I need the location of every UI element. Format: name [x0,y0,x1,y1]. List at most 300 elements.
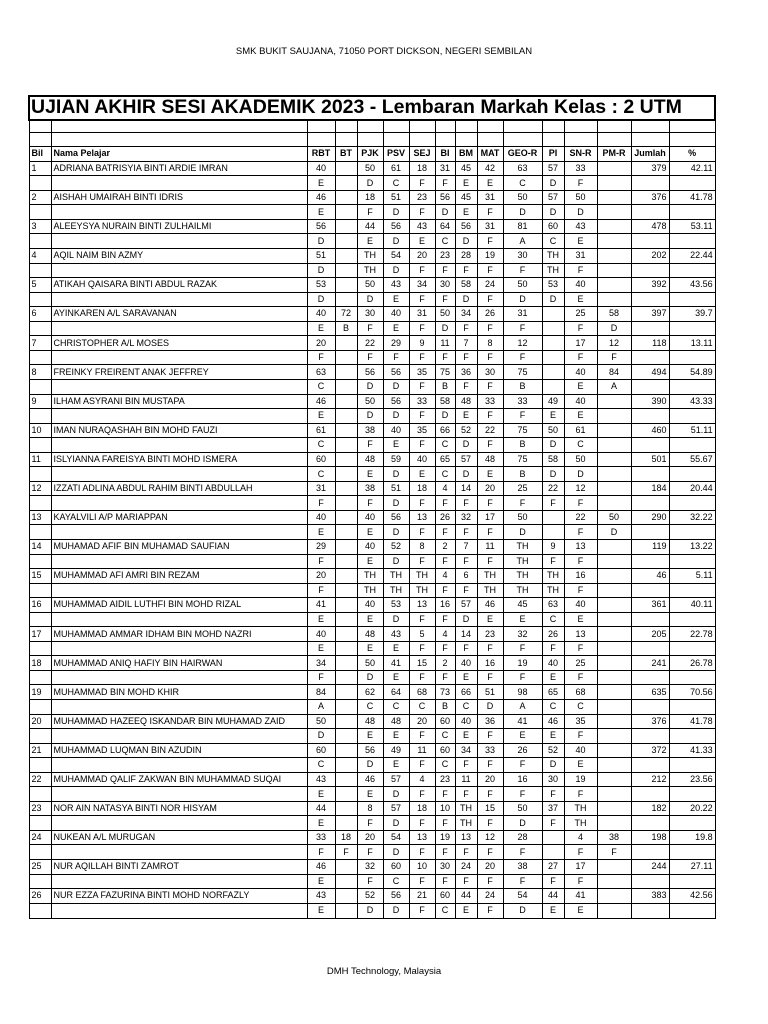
student-grades-row [29,641,715,656]
mark-pjk: 50 [357,656,383,671]
mark-pm-r [597,627,631,642]
mark-bm: 14 [455,481,477,496]
grade-pjk: C [357,699,383,714]
mark-rbt: 46 [307,190,335,205]
mark-bt [335,278,357,293]
grade-bt [335,641,357,656]
grade-rbt: E [307,787,335,802]
grade-bt [335,350,357,365]
mark-sej: 5 [409,627,435,642]
grade-pi: TH [542,583,564,598]
mark-geo-r: 12 [503,336,542,351]
student-marks-row [29,423,715,438]
grade-geo-r: TH [503,583,542,598]
grade-bi: C [435,729,455,744]
blank-cell [29,583,51,598]
grade-bm: F [455,787,477,802]
blank-cell [631,350,669,365]
percentage: 32.22 [669,510,715,525]
blank-cell [631,612,669,627]
mark-geo-r: 33 [503,394,542,409]
col-header-bm: BM [455,146,477,161]
student-grades-row [29,263,715,278]
student-marks-row [29,481,715,496]
mark-pjk: 8 [357,801,383,816]
mark-rbt: 84 [307,685,335,700]
student-marks-row [29,307,715,322]
percentage: 43.56 [669,278,715,293]
grade-sn-r: F [564,496,597,511]
mark-mat: 51 [477,685,503,700]
blank-cell [669,176,715,191]
grade-pi: D [542,467,564,482]
grade-pjk: E [357,525,383,540]
mark-pm-r [597,569,631,584]
blank-cell [631,787,669,802]
mark-rbt: 46 [307,394,335,409]
mark-mat: 11 [477,539,503,554]
blank-cell [631,670,669,685]
blank-cell [51,874,307,889]
mark-pm-r [597,801,631,816]
blank-cell [51,205,307,220]
mark-bi: 23 [435,772,455,787]
grade-sn-r: D [564,205,597,220]
mark-mat: 30 [477,365,503,380]
mark-pi: 58 [542,452,564,467]
grade-rbt: C [307,467,335,482]
student-grades-row [29,612,715,627]
mark-mat: 22 [477,423,503,438]
grade-rbt: C [307,379,335,394]
grade-geo-r: D [503,903,542,918]
mark-bt [335,219,357,234]
mark-mat: 16 [477,656,503,671]
mark-bt [335,336,357,351]
blank-cell [669,321,715,336]
mark-psv: 57 [383,772,409,787]
grade-bi: F [435,176,455,191]
mark-pi [542,510,564,525]
grade-psv: D [383,205,409,220]
total-marks: 244 [631,860,669,875]
mark-pm-r [597,190,631,205]
mark-bm: 44 [455,889,477,904]
mark-bt [335,423,357,438]
grade-bt [335,205,357,220]
blank-cell [669,874,715,889]
grade-rbt: F [307,583,335,598]
grade-rbt: D [307,234,335,249]
student-name: MUHAMMAD AIDIL LUTHFI BIN MOHD RIZAL [51,598,307,613]
total-marks: 241 [631,656,669,671]
grade-pjk: TH [357,263,383,278]
mark-bt: 18 [335,830,357,845]
blank-cell [631,554,669,569]
mark-geo-r: 28 [503,830,542,845]
grade-bi: B [435,379,455,394]
mark-bm: 45 [455,161,477,176]
blank-cell [669,612,715,627]
blank-cell [29,612,51,627]
grade-pjk: E [357,729,383,744]
mark-mat: 31 [477,219,503,234]
mark-pjk: 30 [357,307,383,322]
mark-psv: 56 [383,219,409,234]
grade-psv: C [383,176,409,191]
student-marks-row [29,336,715,351]
grade-geo-r: F [503,641,542,656]
student-name: MUHAMMAD LUQMAN BIN AZUDIN [51,743,307,758]
grade-bi: C [435,234,455,249]
mark-mat: 31 [477,190,503,205]
percentage: 51.11 [669,423,715,438]
blank-cell [29,292,51,307]
grade-bm: D [455,467,477,482]
mark-sn-r: 40 [564,743,597,758]
student-name: ISLYIANNA FAREISYA BINTI MOHD ISMERA [51,452,307,467]
blank-cell [631,438,669,453]
mark-pm-r [597,452,631,467]
student-marks-row [29,190,715,205]
grade-pjk: D [357,292,383,307]
grade-bi: C [435,467,455,482]
grade-bt [335,699,357,714]
mark-rbt: 20 [307,336,335,351]
mark-pjk: 50 [357,278,383,293]
mark-bm: 28 [455,249,477,264]
percentage: 22.78 [669,627,715,642]
mark-sn-r: TH [564,801,597,816]
mark-pi: 53 [542,278,564,293]
mark-bi: 19 [435,830,455,845]
mark-bt [335,394,357,409]
grade-geo-r: C [503,176,542,191]
mark-pi: 49 [542,394,564,409]
student-marks-row [29,830,715,845]
grade-pjk: E [357,641,383,656]
blank-cell [29,379,51,394]
mark-geo-r: 25 [503,481,542,496]
mark-sej: 18 [409,801,435,816]
student-grades-row [29,234,715,249]
blank-cell [29,845,51,860]
mark-pm-r [597,714,631,729]
mark-mat: 36 [477,714,503,729]
grade-sej: F [409,321,435,336]
mark-pm-r [597,889,631,904]
mark-psv: 60 [383,860,409,875]
percentage: 39.7 [669,307,715,322]
col-header-sn: SN-R [564,146,597,161]
blank-cell [51,409,307,424]
mark-pjk: 48 [357,452,383,467]
grade-sn-r: F [564,845,597,860]
mark-pi: 63 [542,598,564,613]
blank-cell [51,263,307,278]
col-header-pct: % [669,146,715,161]
student-grades-row [29,496,715,511]
grade-geo-r: F [503,874,542,889]
grade-psv: D [383,845,409,860]
mark-pm-r [597,278,631,293]
mark-pm-r: 12 [597,336,631,351]
blank-cell [669,787,715,802]
blank-cell [51,729,307,744]
total-marks: 460 [631,423,669,438]
total-marks: 202 [631,249,669,264]
mark-pi: 30 [542,772,564,787]
mark-sej: 35 [409,423,435,438]
mark-bt [335,889,357,904]
grade-mat: F [477,729,503,744]
blank-cell [51,903,307,918]
blank-cell [669,729,715,744]
grade-bt [335,554,357,569]
grade-psv: D [383,263,409,278]
mark-pi: 57 [542,190,564,205]
grade-pi: F [542,554,564,569]
student-number: 24 [29,830,51,845]
mark-sej: 31 [409,307,435,322]
blank-cell [631,176,669,191]
blank-cell [51,350,307,365]
student-number: 12 [29,481,51,496]
grade-sej: F [409,496,435,511]
blank-cell [29,816,51,831]
grade-pjk: D [357,903,383,918]
mark-bt [335,772,357,787]
blank-cell [669,641,715,656]
grade-pm-r [597,438,631,453]
grade-psv: D [383,379,409,394]
mark-rbt: 50 [307,714,335,729]
total-marks: 376 [631,190,669,205]
student-name: NUR EZZA FAZURINA BINTI MOHD NORFAZLY [51,889,307,904]
mark-pm-r [597,394,631,409]
grade-mat: E [477,612,503,627]
col-header-rbt: RBT [307,146,335,161]
mark-bi: 30 [435,860,455,875]
grade-sej: F [409,641,435,656]
blank-cell [29,176,51,191]
grade-bi: F [435,496,455,511]
mark-geo-r: 41 [503,714,542,729]
grade-pm-r [597,699,631,714]
mark-pjk: 56 [357,365,383,380]
mark-mat: 26 [477,307,503,322]
grade-rbt: F [307,845,335,860]
mark-rbt: 46 [307,860,335,875]
percentage: 13.11 [669,336,715,351]
mark-mat: 42 [477,161,503,176]
grade-pm-r: A [597,379,631,394]
student-grades-row [29,292,715,307]
blank-cell [51,525,307,540]
mark-sn-r: 13 [564,627,597,642]
mark-mat: 12 [477,830,503,845]
grade-pi: C [542,699,564,714]
grade-geo-r: F [503,263,542,278]
student-grades-row [29,321,715,336]
blank-cell [631,583,669,598]
student-number: 1 [29,161,51,176]
mark-pm-r [597,219,631,234]
percentage: 42.11 [669,161,715,176]
grade-mat: F [477,670,503,685]
grade-bi: F [435,612,455,627]
total-marks: 397 [631,307,669,322]
grade-pm-r [597,234,631,249]
blank-cell [669,525,715,540]
mark-sej: 10 [409,860,435,875]
blank-cell [631,292,669,307]
blank-cell [631,263,669,278]
mark-bt [335,539,357,554]
blank-cell [51,554,307,569]
grade-bi: D [435,321,455,336]
grade-rbt: C [307,438,335,453]
blank-cell [51,496,307,511]
mark-bm: 34 [455,307,477,322]
grade-pm-r [597,670,631,685]
blank-cell [51,845,307,860]
grade-psv: D [383,554,409,569]
mark-bi: 65 [435,452,455,467]
mark-bi: 75 [435,365,455,380]
grade-pjk: D [357,409,383,424]
percentage: 41.78 [669,714,715,729]
grade-pm-r [597,496,631,511]
mark-bt [335,743,357,758]
mark-geo-r: 38 [503,860,542,875]
grade-pjk: F [357,845,383,860]
mark-bi: 4 [435,569,455,584]
blank-cell [631,903,669,918]
student-name: ILHAM ASYRANI BIN MUSTAPA [51,394,307,409]
blank-cell [669,263,715,278]
grade-pi [542,525,564,540]
mark-rbt: 29 [307,539,335,554]
grade-pi [542,845,564,860]
grade-sn-r: F [564,874,597,889]
mark-bt [335,801,357,816]
mark-psv: 29 [383,336,409,351]
blank-cell [669,350,715,365]
grade-bi: C [435,438,455,453]
mark-pi: 40 [542,656,564,671]
grade-bi: D [435,409,455,424]
grade-sn-r: D [564,467,597,482]
blank-cell [51,379,307,394]
mark-pjk: 40 [357,598,383,613]
grade-bt [335,263,357,278]
mark-pjk: 38 [357,481,383,496]
col-header-jumlah: Jumlah [631,146,669,161]
grade-bt [335,525,357,540]
mark-mat: 20 [477,860,503,875]
mark-sn-r: 68 [564,685,597,700]
marks-sheet [28,95,716,919]
grade-pjk: E [357,554,383,569]
mark-pi [542,830,564,845]
grade-bi: F [435,670,455,685]
grade-pi: E [542,729,564,744]
grade-sej: F [409,409,435,424]
mark-psv: 43 [383,627,409,642]
student-name: NOR AIN NATASYA BINTI NOR HISYAM [51,801,307,816]
col-header-geo: GEO-R [503,146,542,161]
mark-bi: 60 [435,889,455,904]
student-name: MUHAMMAD BIN MOHD KHIR [51,685,307,700]
grade-rbt: E [307,176,335,191]
grade-pjk: D [357,670,383,685]
grade-mat: F [477,409,503,424]
grade-geo-r: D [503,292,542,307]
student-name: KAYALVILI A/P MARIAPPAN [51,510,307,525]
mark-geo-r: 54 [503,889,542,904]
mark-pi [542,307,564,322]
mark-mat: 8 [477,336,503,351]
mark-mat: 33 [477,394,503,409]
grade-rbt: D [307,263,335,278]
grade-bt [335,438,357,453]
mark-sej: 4 [409,772,435,787]
student-grades-row [29,583,715,598]
grade-pjk: E [357,234,383,249]
grade-pi: TH [542,263,564,278]
grade-mat: F [477,758,503,773]
mark-sn-r: 4 [564,830,597,845]
mark-rbt: 40 [307,307,335,322]
mark-pjk: 18 [357,190,383,205]
page-footer: DMH Technology, Malaysia [326,966,442,977]
grade-sn-r: E [564,758,597,773]
mark-mat: 15 [477,801,503,816]
grade-pjk: F [357,350,383,365]
blank-cell [669,234,715,249]
mark-geo-r: 19 [503,656,542,671]
student-name: NUKEAN A/L MURUGAN [51,830,307,845]
total-marks: 494 [631,365,669,380]
mark-rbt: 53 [307,278,335,293]
grade-mat: F [477,350,503,365]
mark-psv: 56 [383,889,409,904]
mark-sej: 18 [409,161,435,176]
grade-bm: D [455,292,477,307]
grade-sej: F [409,554,435,569]
grade-bi: D [435,205,455,220]
grade-geo-r: F [503,845,542,860]
blank-cell [51,787,307,802]
student-grades-row [29,350,715,365]
grade-pi: F [542,496,564,511]
grade-geo-r: A [503,699,542,714]
student-name: FREINKY FREIRENT ANAK JEFFREY [51,365,307,380]
grade-sej: F [409,263,435,278]
blank-cell [669,903,715,918]
grade-sn-r: F [564,583,597,598]
mark-sej: 20 [409,249,435,264]
percentage: 20.22 [669,801,715,816]
student-number: 16 [29,598,51,613]
grade-psv: E [383,670,409,685]
percentage: 53.11 [669,219,715,234]
grade-bi: C [435,758,455,773]
mark-bi: 56 [435,190,455,205]
grade-geo-r: F [503,350,542,365]
mark-bi: 26 [435,510,455,525]
